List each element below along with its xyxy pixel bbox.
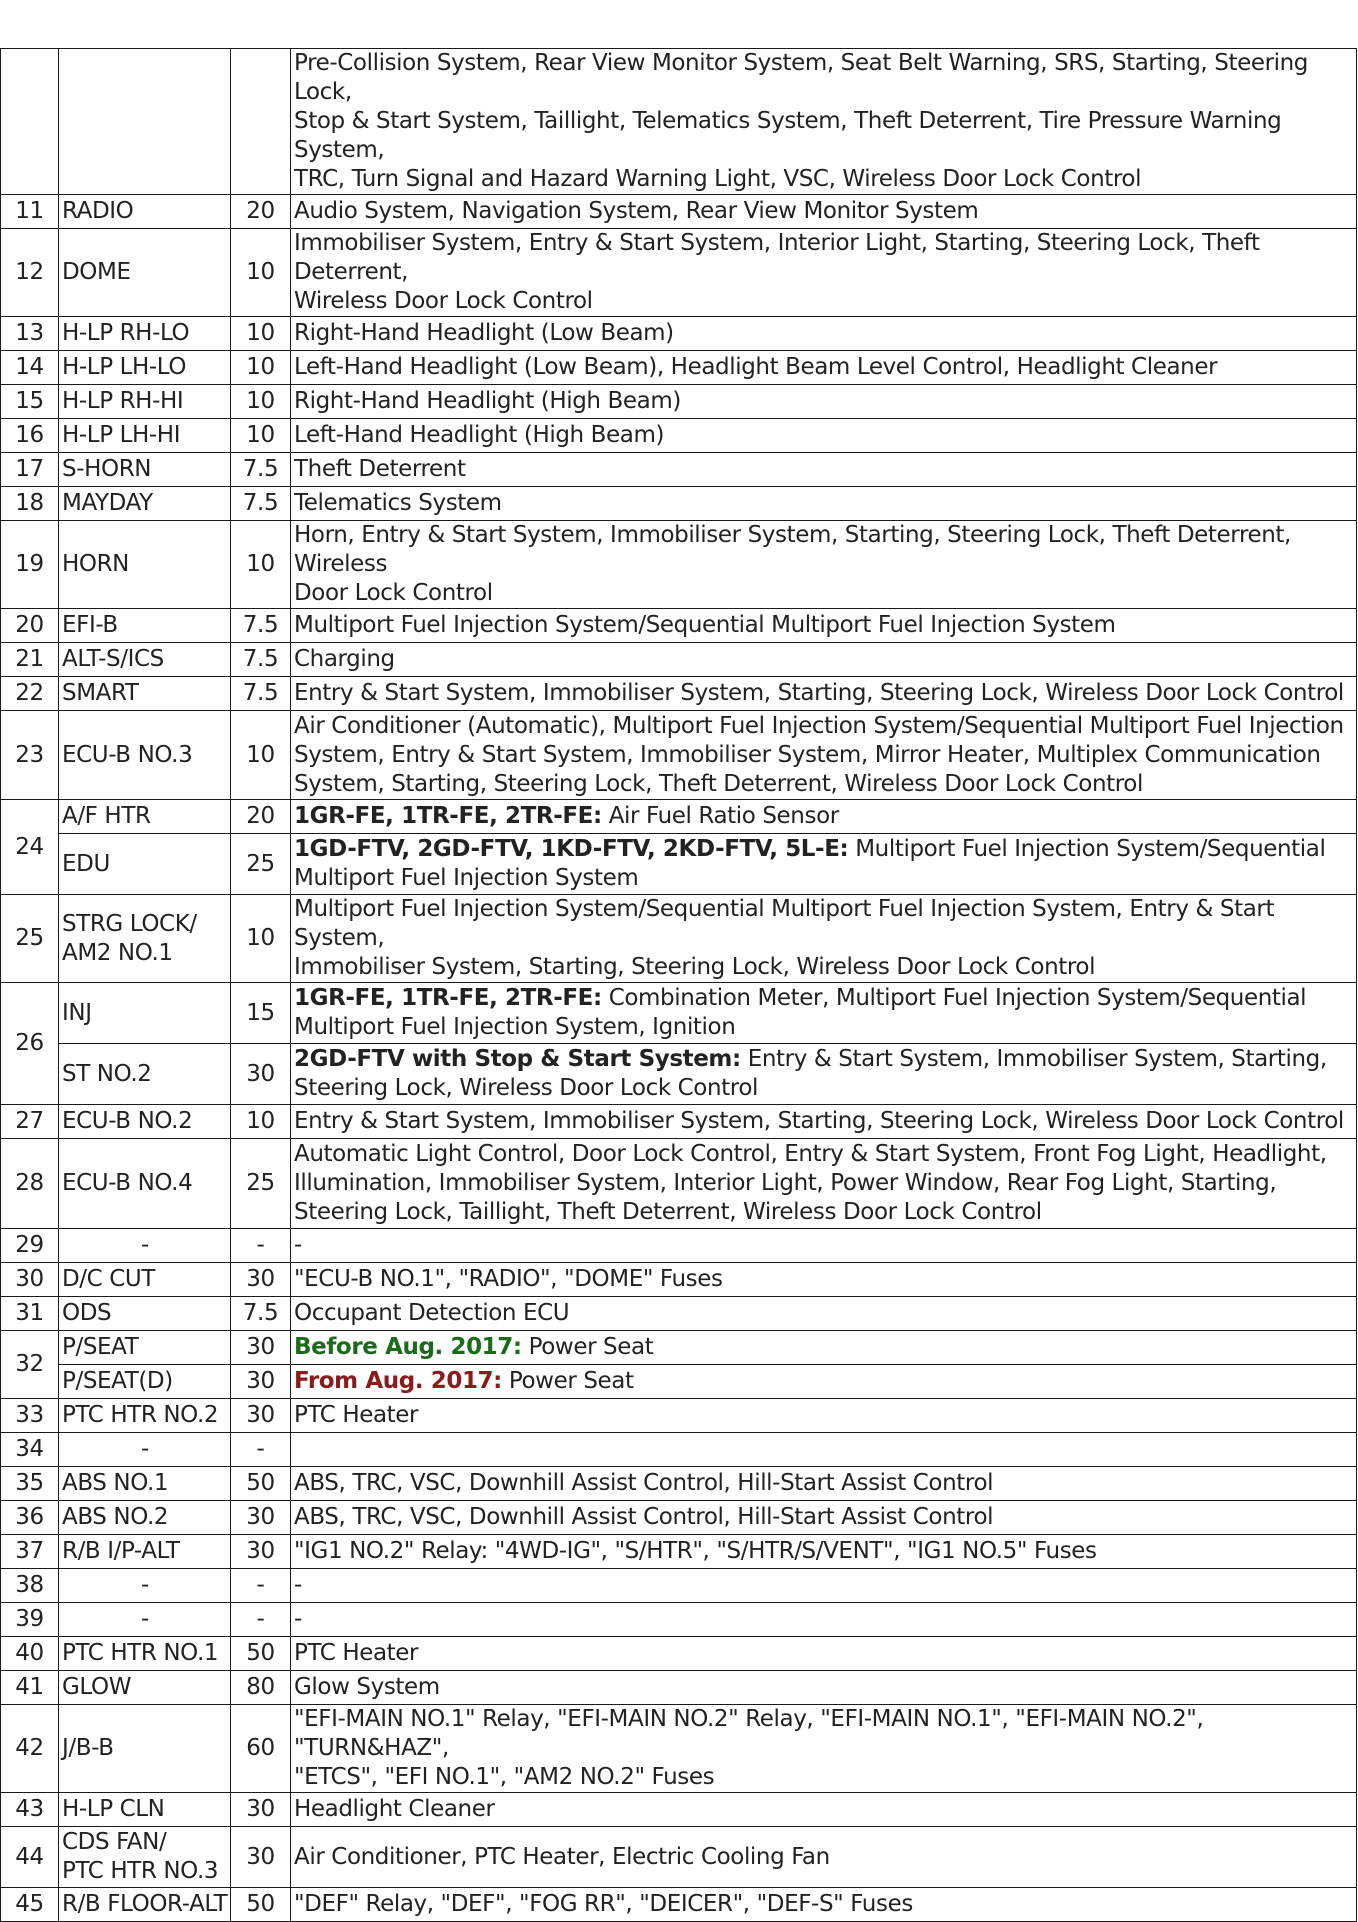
fuse-amp: - <box>231 1603 291 1637</box>
fuse-amp: - <box>231 1229 291 1263</box>
fuse-name: SMART <box>59 677 231 711</box>
table-row <box>1 385 1357 419</box>
fuse-circuit: Air Conditioner, PTC Heater, Electric Cooling Fan <box>291 1827 1357 1888</box>
fuse-circuit: PTC Heater <box>291 1399 1357 1433</box>
fuse-no: 18 <box>1 487 59 521</box>
fuse-circuit <box>291 1433 1357 1467</box>
fuse-amp: 50 <box>231 1637 291 1671</box>
table-row <box>1 1297 1357 1331</box>
fuse-amp: 10 <box>231 351 291 385</box>
circuit-line: System, Starting, Steering Lock, Theft Deterrent, Wireless Door Lock Control <box>294 770 1143 797</box>
fuse-table <box>0 48 1357 1922</box>
table-row <box>1 1433 1357 1467</box>
fuse-name-line: STRG LOCK/ <box>62 910 197 937</box>
fuse-name: ECU-B NO.3 <box>59 711 231 800</box>
table-row <box>1 1467 1357 1501</box>
fuse-no: 42 <box>1 1705 59 1793</box>
table-row <box>1 1229 1357 1263</box>
fuse-circuit: Left-Hand Headlight (High Beam) <box>291 419 1357 453</box>
fuse-amp: 60 <box>231 1705 291 1793</box>
fuse-no: 30 <box>1 1263 59 1297</box>
fuse-amp: - <box>231 1433 291 1467</box>
fuse-no: 36 <box>1 1501 59 1535</box>
fuse-no: 22 <box>1 677 59 711</box>
circuit-line: Stop & Start System, Taillight, Telematics System, Theft Deterrent, Tire Pressure Warning System, <box>294 108 1282 163</box>
table-row <box>1 1705 1357 1793</box>
table-row <box>1 195 1357 229</box>
fuse-no: 31 <box>1 1297 59 1331</box>
fuse-name: H-LP LH-HI <box>59 419 231 453</box>
circuit-line: Steering Lock, Taillight, Theft Deterrent, Wireless Door Lock Control <box>294 1199 1042 1225</box>
fuse-amp: 30 <box>231 1399 291 1433</box>
circuit-line: Multiport Fuel Injection System <box>294 865 639 891</box>
fuse-amp: 50 <box>231 1888 291 1922</box>
fuse-amp: 7.5 <box>231 487 291 521</box>
date-note: From Aug. 2017: <box>294 1368 502 1394</box>
fuse-circuit: "IG1 NO.2" Relay: "4WD-IG", "S/HTR", "S/HTR/S/VENT", "IG1 NO.5" Fuses <box>291 1535 1357 1569</box>
engine-model: 1GR-FE, 1TR-FE, 2TR-FE: <box>294 803 602 829</box>
fuse-name: ECU-B NO.2 <box>59 1105 231 1139</box>
fuse-amp: 7.5 <box>231 643 291 677</box>
fuse-amp: 20 <box>231 800 291 834</box>
circuit-text: Power Seat <box>501 1368 634 1394</box>
fuse-name: EFI-B <box>59 609 231 643</box>
fuse-name: H-LP RH-HI <box>59 385 231 419</box>
table-row <box>1 1569 1357 1603</box>
fuse-no: 15 <box>1 385 59 419</box>
fuse-circuit <box>291 229 1357 317</box>
fuse-no: 34 <box>1 1433 59 1467</box>
fuse-no: 11 <box>1 195 59 229</box>
fuse-circuit: "DEF" Relay, "DEF", "FOG RR", "DEICER", "DEF-S" Fuses <box>291 1888 1357 1922</box>
fuse-circuit: Theft Deterrent <box>291 453 1357 487</box>
fuse-name: ABS NO.2 <box>59 1501 231 1535</box>
table-row <box>1 895 1357 983</box>
fuse-name: ALT-S/ICS <box>59 643 231 677</box>
fuse-name: GLOW <box>59 1671 231 1705</box>
fuse-amp: 10 <box>231 229 291 317</box>
fuse-name: - <box>59 1603 231 1637</box>
fuse-name: P/SEAT <box>59 1331 231 1365</box>
fuse-amp: 30 <box>231 1501 291 1535</box>
fuse-circuit: Charging <box>291 643 1357 677</box>
fuse-name-line: CDS FAN/ <box>62 1829 167 1855</box>
fuse-name: PTC HTR NO.2 <box>59 1399 231 1433</box>
table-row <box>1 711 1357 800</box>
fuse-no: 27 <box>1 1105 59 1139</box>
circuit-line: Steering Lock, Wireless Door Lock Control <box>294 1075 758 1101</box>
circuit-line: Automatic Light Control, Door Lock Control, Entry & Start System, Front Fog Light, Headlight, <box>294 1141 1327 1167</box>
fuse-circuit <box>291 521 1357 609</box>
fuse-name: INJ <box>59 983 231 1044</box>
fuse-name: EDU <box>59 834 231 895</box>
fuse-name: J/B-B <box>59 1705 231 1793</box>
circuit-line: System, Entry & Start System, Immobiliser System, Mirror Heater, Multiplex Communication <box>294 741 1321 768</box>
fuse-circuit <box>291 711 1357 800</box>
circuit-line: Immobiliser System, Starting, Steering Lock, Wireless Door Lock Control <box>294 954 1096 980</box>
table-row <box>1 1827 1357 1888</box>
fuse-no: 32 <box>1 1331 59 1399</box>
fuse-no: 17 <box>1 453 59 487</box>
fuse-name: H-LP CLN <box>59 1793 231 1827</box>
fuse-circuit: "ECU-B NO.1", "RADIO", "DOME" Fuses <box>291 1263 1357 1297</box>
table-row <box>1 1888 1357 1922</box>
fuse-no: 38 <box>1 1569 59 1603</box>
circuit-text: Multiport Fuel Injection System/Sequential <box>848 836 1326 862</box>
circuit-text: Entry & Start System, Immobiliser System, Starting, <box>740 1046 1327 1072</box>
fuse-amp: 15 <box>231 983 291 1044</box>
fuse-no: 33 <box>1 1399 59 1433</box>
fuse-amp: 7.5 <box>231 453 291 487</box>
fuse-name <box>59 895 231 983</box>
fuse-no: 24 <box>1 800 59 895</box>
fuse-circuit <box>291 800 1357 834</box>
fuse-no: 26 <box>1 983 59 1105</box>
fuse-name: HORN <box>59 521 231 609</box>
fuse-name: DOME <box>59 229 231 317</box>
table-row <box>1 229 1357 317</box>
circuit-text: Air Fuel Ratio Sensor <box>601 803 839 829</box>
fuse-no: 12 <box>1 229 59 317</box>
fuse-amp: 30 <box>231 1365 291 1399</box>
fuse-no: 21 <box>1 643 59 677</box>
table-row <box>1 49 1357 195</box>
fuse-no: 41 <box>1 1671 59 1705</box>
circuit-text: Power Seat <box>521 1334 654 1360</box>
fuse-name: ABS NO.1 <box>59 1467 231 1501</box>
fuse-circuit: Entry & Start System, Immobiliser System, Starting, Steering Lock, Wireless Door Lock Control <box>291 677 1357 711</box>
fuse-name: S-HORN <box>59 453 231 487</box>
table-row <box>1 1139 1357 1229</box>
fuse-name: MAYDAY <box>59 487 231 521</box>
circuit-text: Combination Meter, Multiport Fuel Injection System/Sequential <box>601 985 1307 1011</box>
table-row <box>1 1263 1357 1297</box>
table-row <box>1 1105 1357 1139</box>
circuit-line: "ETCS", "EFI NO.1", "AM2 NO.2" Fuses <box>294 1764 715 1790</box>
fuse-name: R/B FLOOR-ALT <box>59 1888 231 1922</box>
fuse-circuit <box>291 983 1357 1044</box>
fuse-amp: 7.5 <box>231 609 291 643</box>
engine-model: 2GD-FTV with Stop & Start System: <box>294 1046 741 1072</box>
fuse-name: ODS <box>59 1297 231 1331</box>
fuse-amp: 10 <box>231 711 291 800</box>
circuit-line: Pre-Collision System, Rear View Monitor System, Seat Belt Warning, SRS, Starting, Steering Lock, <box>294 50 1308 105</box>
fuse-amp: 10 <box>231 317 291 351</box>
fuse-amp: 30 <box>231 1793 291 1827</box>
table-row <box>1 351 1357 385</box>
table-row <box>1 1637 1357 1671</box>
circuit-line: Multiport Fuel Injection System, Ignition <box>294 1014 736 1040</box>
fuse-circuit: Right-Hand Headlight (High Beam) <box>291 385 1357 419</box>
table-row <box>1 419 1357 453</box>
fuse-amp <box>231 49 291 195</box>
circuit-line: Horn, Entry & Start System, Immobiliser System, Starting, Steering Lock, Theft Deterrent, Wireless <box>294 522 1291 577</box>
table-row <box>1 453 1357 487</box>
fuse-amp: 7.5 <box>231 677 291 711</box>
fuse-circuit: Headlight Cleaner <box>291 1793 1357 1827</box>
fuse-no: 20 <box>1 609 59 643</box>
fuse-circuit: Entry & Start System, Immobiliser System, Starting, Steering Lock, Wireless Door Lock Control <box>291 1105 1357 1139</box>
table-row <box>1 1671 1357 1705</box>
fuse-circuit <box>291 1139 1357 1229</box>
fuse-no: 19 <box>1 521 59 609</box>
fuse-circuit: Right-Hand Headlight (Low Beam) <box>291 317 1357 351</box>
fuse-no: 44 <box>1 1827 59 1888</box>
fuse-circuit <box>291 895 1357 983</box>
fuse-amp: 10 <box>231 521 291 609</box>
circuit-line: Immobiliser System, Entry & Start System, Interior Light, Starting, Steering Lock, Theft Deterrent, <box>294 230 1260 285</box>
fuse-name: D/C CUT <box>59 1263 231 1297</box>
fuse-amp: 25 <box>231 1139 291 1229</box>
circuit-line: TRC, Turn Signal and Hazard Warning Light, VSC, Wireless Door Lock Control <box>294 166 1142 192</box>
fuse-circuit <box>291 1365 1357 1399</box>
engine-model: 1GD-FTV, 2GD-FTV, 1KD-FTV, 2KD-FTV, 5L-E: <box>294 836 849 862</box>
fuse-amp: 10 <box>231 895 291 983</box>
circuit-line: Air Conditioner (Automatic), Multiport Fuel Injection System/Sequential Multiport Fuel Injection <box>294 712 1344 739</box>
fuse-circuit: - <box>291 1569 1357 1603</box>
fuse-amp: 30 <box>231 1044 291 1105</box>
fuse-no: 29 <box>1 1229 59 1263</box>
fuse-no: 13 <box>1 317 59 351</box>
table-row <box>1 677 1357 711</box>
circuit-line: Illumination, Immobiliser System, Interior Light, Power Window, Rear Fog Light, Starting, <box>294 1170 1277 1196</box>
fuse-name: H-LP LH-LO <box>59 351 231 385</box>
fuse-no: 43 <box>1 1793 59 1827</box>
fuse-no: 45 <box>1 1888 59 1922</box>
fuse-name: RADIO <box>59 195 231 229</box>
table-row <box>1 1331 1357 1365</box>
table-row <box>1 983 1357 1044</box>
fuse-circuit: Glow System <box>291 1671 1357 1705</box>
fuse-circuit <box>291 1044 1357 1105</box>
fuse-circuit <box>291 49 1357 195</box>
fuse-circuit: - <box>291 1603 1357 1637</box>
table-row <box>1 1793 1357 1827</box>
fuse-circuit: Left-Hand Headlight (Low Beam), Headlight Beam Level Control, Headlight Cleaner <box>291 351 1357 385</box>
fuse-name: A/F HTR <box>59 800 231 834</box>
fuse-amp: 10 <box>231 385 291 419</box>
table-row <box>1 800 1357 834</box>
fuse-circuit <box>291 1705 1357 1793</box>
table-row <box>1 609 1357 643</box>
fuse-circuit: Multiport Fuel Injection System/Sequential Multiport Fuel Injection System <box>291 609 1357 643</box>
fuse-circuit: - <box>291 1229 1357 1263</box>
fuse-circuit: Telematics System <box>291 487 1357 521</box>
fuse-amp: 50 <box>231 1467 291 1501</box>
fuse-circuit: Occupant Detection ECU <box>291 1297 1357 1331</box>
fuse-name: ST NO.2 <box>59 1044 231 1105</box>
fuse-name <box>59 49 231 195</box>
fuse-circuit: Audio System, Navigation System, Rear View Monitor System <box>291 195 1357 229</box>
fuse-amp: 30 <box>231 1535 291 1569</box>
table-row <box>1 1603 1357 1637</box>
fuse-amp: 30 <box>231 1263 291 1297</box>
fuse-amp: 80 <box>231 1671 291 1705</box>
fuse-no <box>1 49 59 195</box>
fuse-name: - <box>59 1569 231 1603</box>
fuse-no: 37 <box>1 1535 59 1569</box>
fuse-name: ECU-B NO.4 <box>59 1139 231 1229</box>
fuse-circuit <box>291 834 1357 895</box>
fuse-amp: 10 <box>231 419 291 453</box>
fuse-no: 25 <box>1 895 59 983</box>
fuse-name <box>59 1827 231 1888</box>
fuse-circuit: PTC Heater <box>291 1637 1357 1671</box>
fuse-no: 28 <box>1 1139 59 1229</box>
table-row <box>1 1501 1357 1535</box>
table-row <box>1 1365 1357 1399</box>
fuse-no: 35 <box>1 1467 59 1501</box>
fuse-name: PTC HTR NO.1 <box>59 1637 231 1671</box>
fuse-name-line: AM2 NO.1 <box>62 939 173 966</box>
fuse-name: - <box>59 1433 231 1467</box>
table-row <box>1 1399 1357 1433</box>
fuse-amp: 25 <box>231 834 291 895</box>
engine-model: 1GR-FE, 1TR-FE, 2TR-FE: <box>294 985 602 1011</box>
fuse-name: P/SEAT(D) <box>59 1365 231 1399</box>
fuse-name: H-LP RH-LO <box>59 317 231 351</box>
table-row <box>1 834 1357 895</box>
fuse-circuit <box>291 1331 1357 1365</box>
circuit-line: "EFI-MAIN NO.1" Relay, "EFI-MAIN NO.2" Relay, "EFI-MAIN NO.1", "EFI-MAIN NO.2", "TURN&HAZ", <box>294 1706 1204 1761</box>
fuse-circuit: ABS, TRC, VSC, Downhill Assist Control, Hill-Start Assist Control <box>291 1501 1357 1535</box>
table-row <box>1 1535 1357 1569</box>
fuse-name-line: PTC HTR NO.3 <box>62 1858 219 1884</box>
fuse-no: 40 <box>1 1637 59 1671</box>
date-note: Before Aug. 2017: <box>294 1334 522 1360</box>
fuse-amp: - <box>231 1569 291 1603</box>
circuit-line: Wireless Door Lock Control <box>294 288 593 314</box>
table-row <box>1 521 1357 609</box>
fuse-name: R/B I/P-ALT <box>59 1535 231 1569</box>
table-row <box>1 487 1357 521</box>
fuse-circuit: ABS, TRC, VSC, Downhill Assist Control, Hill-Start Assist Control <box>291 1467 1357 1501</box>
table-row <box>1 317 1357 351</box>
fuse-no: 39 <box>1 1603 59 1637</box>
fuse-amp: 7.5 <box>231 1297 291 1331</box>
fuse-no: 14 <box>1 351 59 385</box>
fuse-no: 23 <box>1 711 59 800</box>
circuit-line: Multiport Fuel Injection System/Sequential Multiport Fuel Injection System, Entry & Start System, <box>294 896 1275 951</box>
fuse-amp: 10 <box>231 1105 291 1139</box>
table-row <box>1 1044 1357 1105</box>
fuse-amp: 20 <box>231 195 291 229</box>
circuit-line: Door Lock Control <box>294 580 493 606</box>
fuse-no: 16 <box>1 419 59 453</box>
fuse-amp: 30 <box>231 1827 291 1888</box>
fuse-amp: 30 <box>231 1331 291 1365</box>
table-row <box>1 643 1357 677</box>
fuse-name: - <box>59 1229 231 1263</box>
